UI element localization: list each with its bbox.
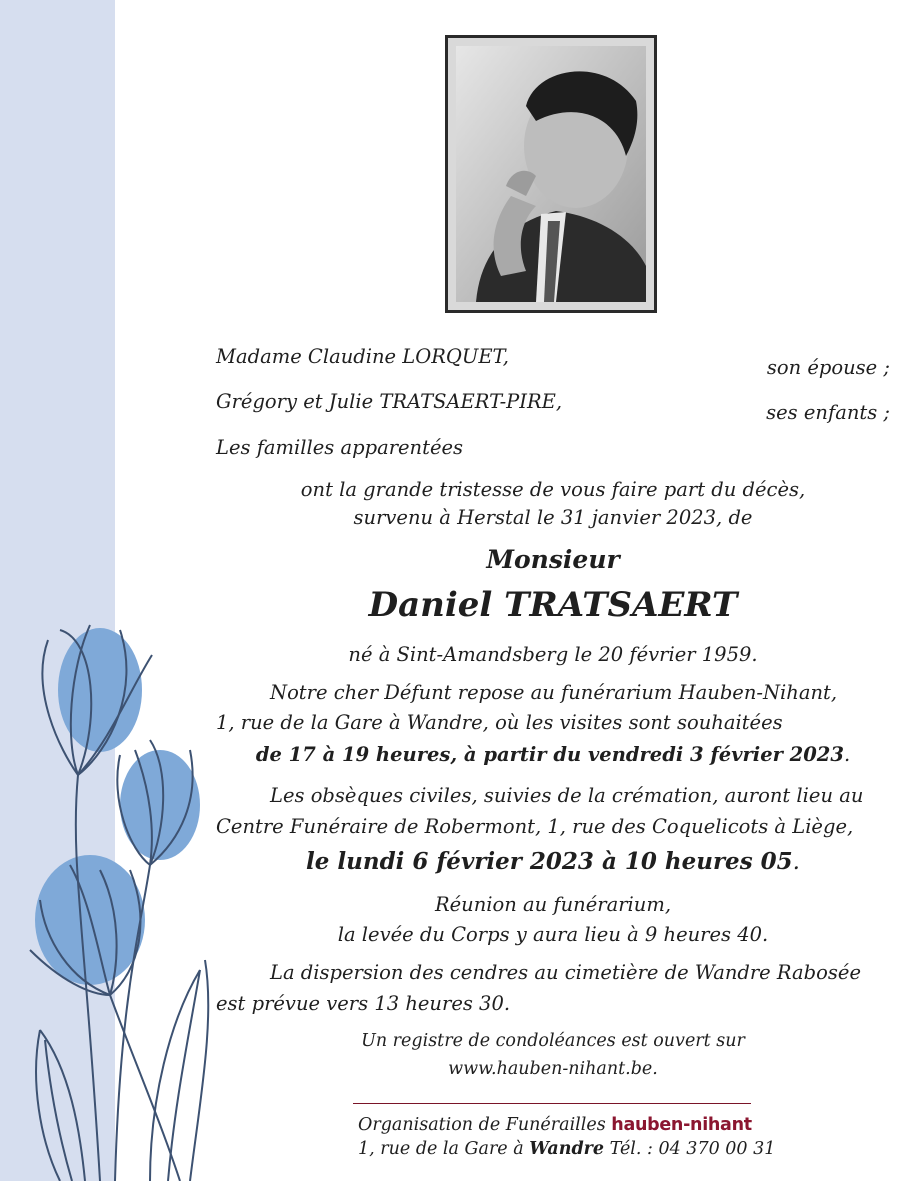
footer-org-prefix: Organisation de Funérailles <box>358 1115 606 1135</box>
footer-brand: hauben-nihant <box>611 1115 752 1135</box>
announcement-line-2: survenu à Herstal le 31 janvier 2023, de <box>353 506 753 529</box>
family-line-2: Grégory et Julie TRATSAERT-PIRE, <box>216 390 563 413</box>
ashes-line-1: La dispersion des cendres au cimetière de Wandre Rabosée <box>270 961 861 984</box>
portrait-photo <box>456 46 646 302</box>
portrait-icon <box>456 46 646 302</box>
footer-address-prefix: 1, rue de la Gare à <box>358 1139 524 1159</box>
visitation-end: . <box>843 743 851 766</box>
family-line-3: Les familles apparentées <box>216 436 464 459</box>
portrait-frame <box>445 35 657 313</box>
condolences-line-1: Un registre de condoléances est ouvert sur <box>361 1031 745 1051</box>
funeral-end: . <box>792 849 800 875</box>
visitation-hours: de 17 à 19 heures, à partir du vendredi 3 février 2023 <box>255 743 844 766</box>
funeral-date: le lundi 6 février 2023 à 10 heures 05 <box>306 848 793 875</box>
deceased-name: Daniel TRATSAERT <box>368 585 738 625</box>
footer-org-line <box>358 1114 752 1136</box>
visitation-line-1: Notre cher Défunt repose au funérarium Hauben-Nihant, <box>270 681 838 704</box>
gathering-line-2: la levée du Corps y aura lieu à 9 heures 40. <box>337 923 769 946</box>
family-role-1: son épouse ; <box>766 356 890 379</box>
funeral-line-1: Les obsèques civiles, suivies de la crémation, auront lieu au <box>270 784 864 807</box>
announcement-line-1: ont la grande tristesse de vous faire part du décès, <box>300 478 806 501</box>
condolences-url[interactable]: www.hauben-nihant.be. <box>448 1059 658 1079</box>
gathering-line-1: Réunion au funérarium, <box>434 893 672 916</box>
deceased-birth: né à Sint-Amandsberg le 20 février 1959. <box>348 643 758 666</box>
footer-phone: Tél. : 04 370 00 31 <box>609 1139 776 1159</box>
visitation-line-3 <box>216 743 890 767</box>
family-role-2: ses enfants ; <box>766 401 890 424</box>
family-line-1: Madame Claudine LORQUET, <box>216 345 509 368</box>
footer-divider <box>353 1103 751 1104</box>
ashes-line-2: est prévue vers 13 heures 30. <box>216 992 511 1015</box>
footer-address-line <box>358 1138 775 1160</box>
funeral-line-2: Centre Funéraire de Robermont, 1, rue des Coquelicots à Liège, <box>216 815 854 838</box>
funeral-line-3 <box>216 850 890 874</box>
footer-address-city: Wandre <box>529 1139 605 1159</box>
deceased-civility: Monsieur <box>486 545 620 574</box>
tulip-decoration-icon <box>0 600 230 1181</box>
visitation-line-2: 1, rue de la Gare à Wandre, où les visites sont souhaitées <box>216 711 783 734</box>
